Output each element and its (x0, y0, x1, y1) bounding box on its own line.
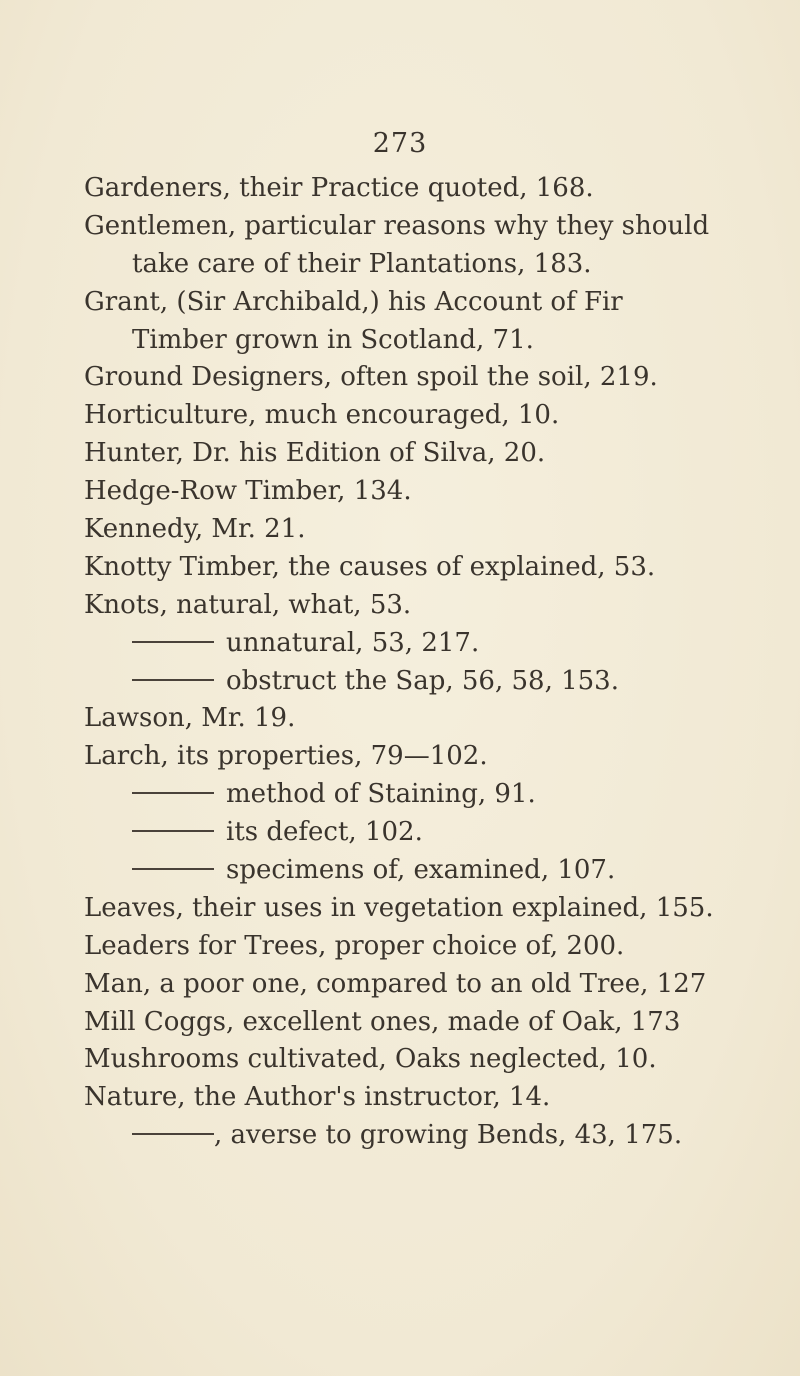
ditto-dash (132, 641, 214, 643)
index-entry-text: take care of their Plantations, 183. (132, 248, 592, 279)
ditto-dash (132, 830, 214, 832)
index-subentry (84, 625, 774, 663)
index-entry-text: Nature, the Author's instructor, 14. (84, 1082, 551, 1113)
index-entry (84, 1041, 774, 1079)
index-list (84, 170, 774, 1155)
index-entry-text: Timber grown in Scotland, 71. (132, 324, 534, 355)
index-entry-text: Hedge-Row Timber, 134. (84, 476, 412, 507)
index-subentry (84, 852, 774, 890)
index-entry-text: Lawson, Mr. 19. (84, 703, 296, 734)
index-entry-text: Knots, natural, what, 53. (84, 589, 412, 620)
index-entry (84, 738, 774, 776)
ditto-dash (132, 792, 214, 794)
ditto-dash (132, 868, 214, 870)
index-entry (84, 511, 774, 549)
index-entry (84, 435, 774, 473)
index-subentry (84, 814, 774, 852)
index-entry-text: obstruct the Sap, 56, 58, 153. (226, 665, 619, 696)
index-subentry (84, 1117, 774, 1155)
page-number: 273 (372, 128, 428, 159)
ditto-dash (132, 1133, 214, 1135)
index-entry (84, 170, 774, 208)
index-entry-continuation (84, 246, 774, 284)
index-entry-text: Knotty Timber, the causes of explained, 53. (84, 551, 656, 582)
index-entry-text: Mill Coggs, excellent ones, made of Oak, 173 (84, 1006, 681, 1037)
index-entry-text: Larch, its properties, 79—102. (84, 741, 488, 772)
index-entry-text: Man, a poor one, compared to an old Tree, 127 (84, 968, 707, 999)
index-entry (84, 700, 774, 738)
index-entry-text: Mushrooms cultivated, Oaks neglected, 10. (84, 1044, 657, 1075)
index-entry (84, 966, 774, 1004)
index-entry (84, 587, 774, 625)
index-entry-continuation (84, 322, 774, 360)
index-entry-text: its defect, 102. (226, 817, 423, 848)
index-entry (84, 359, 774, 397)
index-entry (84, 208, 774, 246)
index-entry-text: Kennedy, Mr. 21. (84, 514, 306, 545)
index-subentry (84, 776, 774, 814)
index-subentry (84, 663, 774, 701)
index-entry (84, 1079, 774, 1117)
index-entry-text: Leaders for Trees, proper choice of, 200. (84, 930, 625, 961)
index-entry (84, 284, 774, 322)
index-entry-text: Gentlemen, particular reasons why they should (84, 210, 710, 241)
index-entry (84, 473, 774, 511)
index-entry-text: method of Staining, 91. (226, 779, 536, 810)
index-entry (84, 397, 774, 435)
index-entry-text: Gardeners, their Practice quoted, 168. (84, 173, 594, 203)
index-entry-text: , averse to growing Bends, 43, 175. (214, 1120, 683, 1151)
index-entry-text: Hunter, Dr. his Edition of Silva, 20. (84, 438, 546, 469)
index-entry-text: Horticulture, much encouraged, 10. (84, 400, 560, 431)
index-entry-text: Ground Designers, often spoil the soil, 219. (84, 362, 658, 393)
index-entry-text: unnatural, 53, 217. (226, 627, 480, 658)
index-entry (84, 928, 774, 966)
index-entry (84, 890, 774, 928)
index-entry-text: specimens of, examined, 107. (226, 855, 616, 886)
index-entry (84, 549, 774, 587)
index-entry-text: Grant, (Sir Archibald,) his Account of Fir (84, 286, 623, 317)
index-entry-text: Leaves, their uses in vegetation explained, 155. (84, 892, 714, 923)
ditto-dash (132, 679, 214, 681)
index-entry (84, 1004, 774, 1042)
